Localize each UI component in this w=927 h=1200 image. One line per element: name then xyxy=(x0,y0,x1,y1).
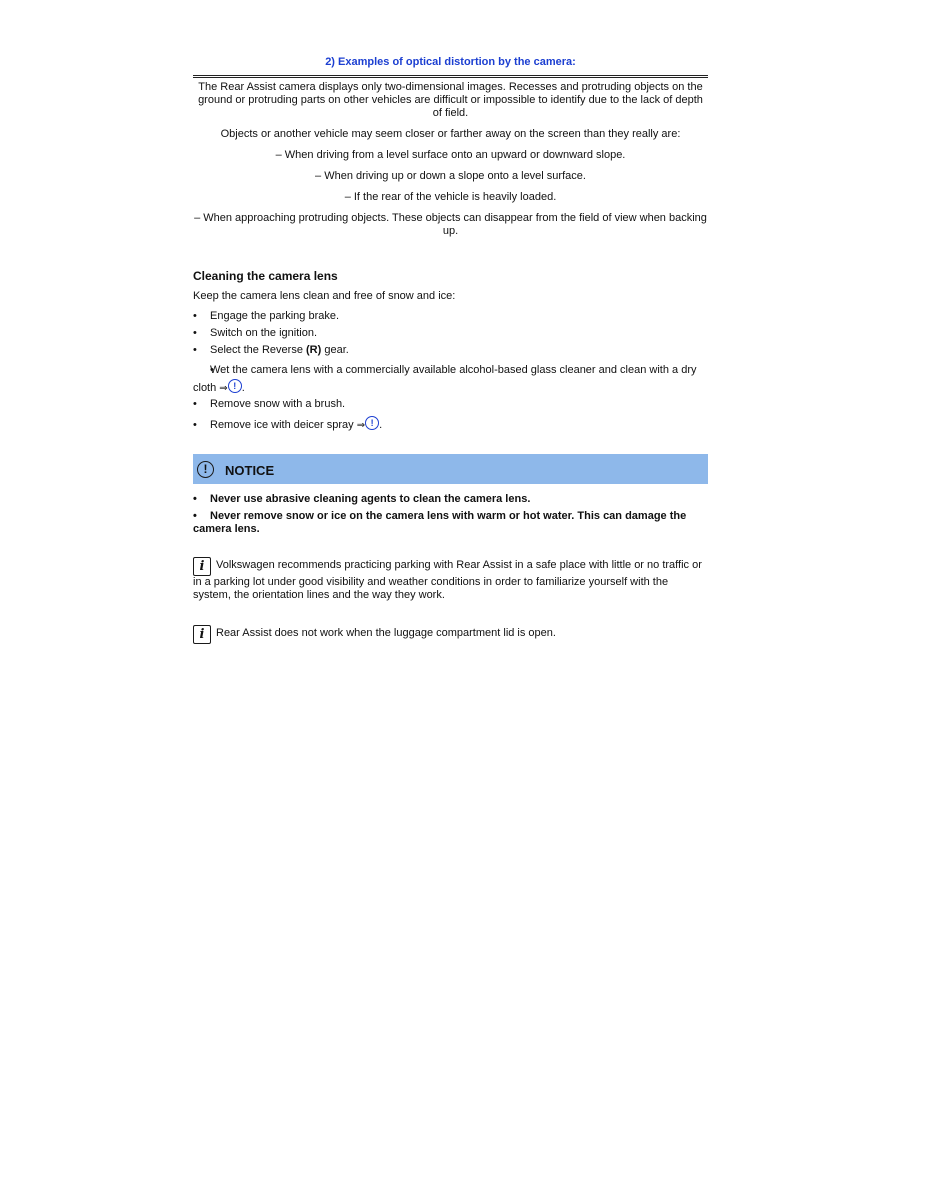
notice-label: NOTICE xyxy=(225,463,275,478)
cleaning-intro: Keep the camera lens clean and free of snow and ice: xyxy=(193,290,456,302)
reference-arrow: ⇒ xyxy=(219,383,228,394)
info-icon: i xyxy=(193,557,211,576)
step-text: Engage the parking brake. xyxy=(210,310,340,322)
notice-banner xyxy=(193,454,708,484)
step-text: Select the Reverse xyxy=(210,344,306,356)
section-title: 2) Examples of optical distortion by the camera: xyxy=(325,56,576,68)
step-text: Switch on the ignition. xyxy=(210,327,318,339)
exclamation-circle-icon: ! xyxy=(197,461,214,478)
info-note-text: Rear Assist does not work when the luggage compartment lid is open. xyxy=(216,627,556,639)
distortion-case-slope-level: – When driving up or down a slope onto a level surface. xyxy=(315,170,586,182)
manual-page xyxy=(193,56,708,644)
list-item: • Never use abrasive cleaning agents to clean the camera lens. xyxy=(193,493,708,506)
caution-link-icon[interactable]: ! xyxy=(365,416,379,430)
reverse-gear-label: (R) xyxy=(306,344,322,356)
info-icon: i xyxy=(193,625,211,644)
list-item xyxy=(193,415,708,436)
list-item xyxy=(193,398,708,411)
list-item xyxy=(193,310,708,323)
reference-arrow: ⇒ xyxy=(356,420,366,431)
notice-list xyxy=(193,493,708,536)
list-item xyxy=(193,327,708,340)
distortion-intro: The Rear Assist camera displays only two-dimensional images. Recesses and protruding objects on the ground or protruding parts on other vehicles are difficult or impossible to identify due to the lack of depth of field. xyxy=(198,81,703,119)
list-item xyxy=(193,361,708,398)
title-divider xyxy=(193,75,708,78)
distortion-case-loaded: – If the rear of the vehicle is heavily loaded. xyxy=(344,191,557,203)
info-note-text: Volkswagen recommends practicing parking with Rear Assist in a safe place with little or no traffic or in a parking lot under good visibility and weather conditions in order to familiarize yourself with the system, the orientation lines and the way they work. xyxy=(193,559,702,601)
distortion-case-protruding: – When approaching protruding objects. These objects can disappear from the field of view when backing up. xyxy=(194,212,707,237)
cleaning-heading: Cleaning the camera lens xyxy=(193,269,338,283)
distortion-case-slope-up: – When driving from a level surface onto an upward or downward slope. xyxy=(275,149,626,161)
info-note-luggage xyxy=(193,625,708,644)
step-text: Remove ice with deicer spray xyxy=(210,419,357,431)
info-note-practice xyxy=(193,557,708,602)
step-text: gear. xyxy=(321,344,349,356)
step-text: Wet the camera lens with a commercially available alcohol-based glass cleaner and clean with a dry cloth xyxy=(193,364,697,394)
step-text: Remove snow with a brush. xyxy=(210,398,346,410)
list-item xyxy=(193,344,708,357)
caution-link-icon[interactable]: ! xyxy=(228,379,242,393)
list-item: • Never remove snow or ice on the camera lens with warm or hot water. This can damage the camera lens. xyxy=(193,510,708,536)
step-period: . xyxy=(379,419,383,431)
step-period: . xyxy=(241,382,245,394)
distortion-lead: Objects or another vehicle may seem closer or farther away on the screen than they really are: xyxy=(220,128,681,140)
cleaning-steps-list xyxy=(193,310,708,436)
